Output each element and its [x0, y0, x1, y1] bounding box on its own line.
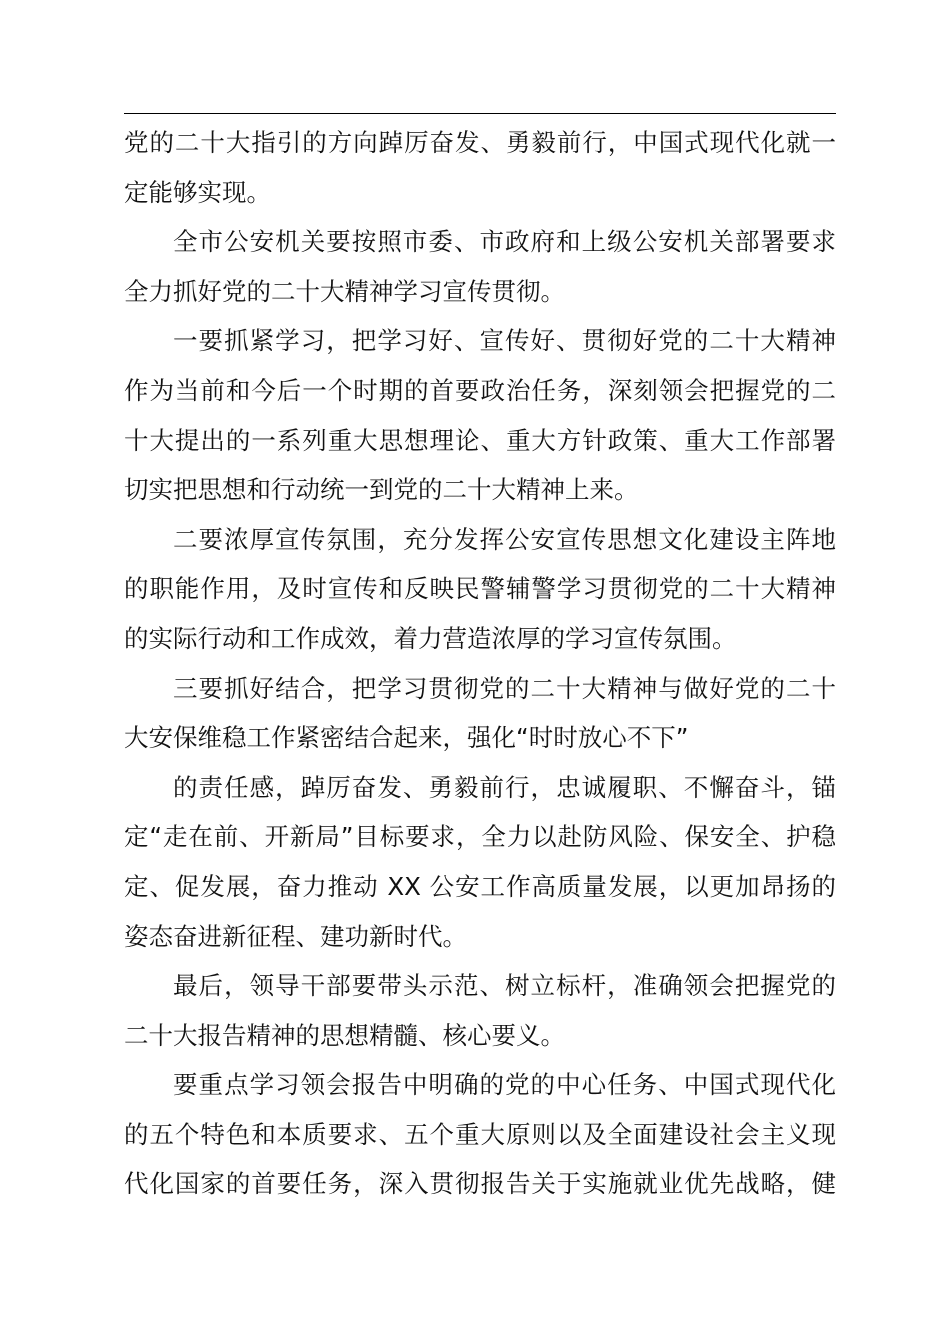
text-line: 代化国家的首要任务，深入贯彻报告关于实施就业优先战略，健: [124, 1169, 836, 1199]
text-line: 的实际行动和工作成效，着力营造浓厚的学习宣传氛围。: [124, 623, 737, 653]
text-line: 作为当前和今后一个时期的首要政治任务，深刻领会把握党的二: [124, 375, 836, 405]
text-line: 姿态奋进新征程、建功新时代。: [124, 921, 467, 951]
text-line: 三要抓好结合，把学习贯彻党的二十大精神与做好党的二十: [173, 673, 836, 703]
text-line: 定、促发展，奋力推动 XX 公安工作高质量发展，以更加昂扬的: [124, 871, 836, 901]
text-line: 的五个特色和本质要求、五个重大原则以及全面建设社会主义现: [124, 1119, 836, 1149]
text-line: 的职能作用，及时宣传和反映民警辅警学习贯彻党的二十大精神: [124, 574, 836, 604]
text-line: 切实把思想和行动统一到党的二十大精神上来。: [124, 475, 639, 505]
text-line: 定“走在前、开新局”目标要求，全力以赴防风险、保安全、护稳: [124, 822, 836, 852]
text-line: 二十大报告精神的思想精髓、核心要义。: [124, 1020, 565, 1050]
text-line: 全市公安机关要按照市委、市政府和上级公安机关部署要求: [173, 227, 836, 257]
text-line: 全力抓好党的二十大精神学习宣传贯彻。: [124, 276, 565, 306]
text-line: 定能够实现。: [124, 177, 271, 207]
text-line: 二要浓厚宣传氛围，充分发挥公安宣传思想文化建设主阵地: [173, 524, 836, 554]
text-line: 最后，领导干部要带头示范、树立标杆，准确领会把握党的: [173, 971, 836, 1001]
text-line: 党的二十大指引的方向踔厉奋发、勇毅前行，中国式现代化就一: [124, 128, 836, 157]
text-line: 要重点学习领会报告中明确的党的中心任务、中国式现代化: [173, 1070, 836, 1100]
text-line: 十大提出的一系列重大思想理论、重大方针政策、重大工作部署: [124, 425, 836, 455]
text-line: 的责任感，踔厉奋发、勇毅前行，忠诚履职、不懈奋斗，锚: [173, 772, 836, 802]
document-body: [124, 118, 836, 1209]
header-rule: [124, 113, 836, 114]
text-line: 大安保维稳工作紧密结合起来，强化“时时放心不下”: [124, 723, 689, 753]
text-line: 一要抓紧学习，把学习好、宣传好、贯彻好党的二十大精神: [173, 326, 836, 356]
